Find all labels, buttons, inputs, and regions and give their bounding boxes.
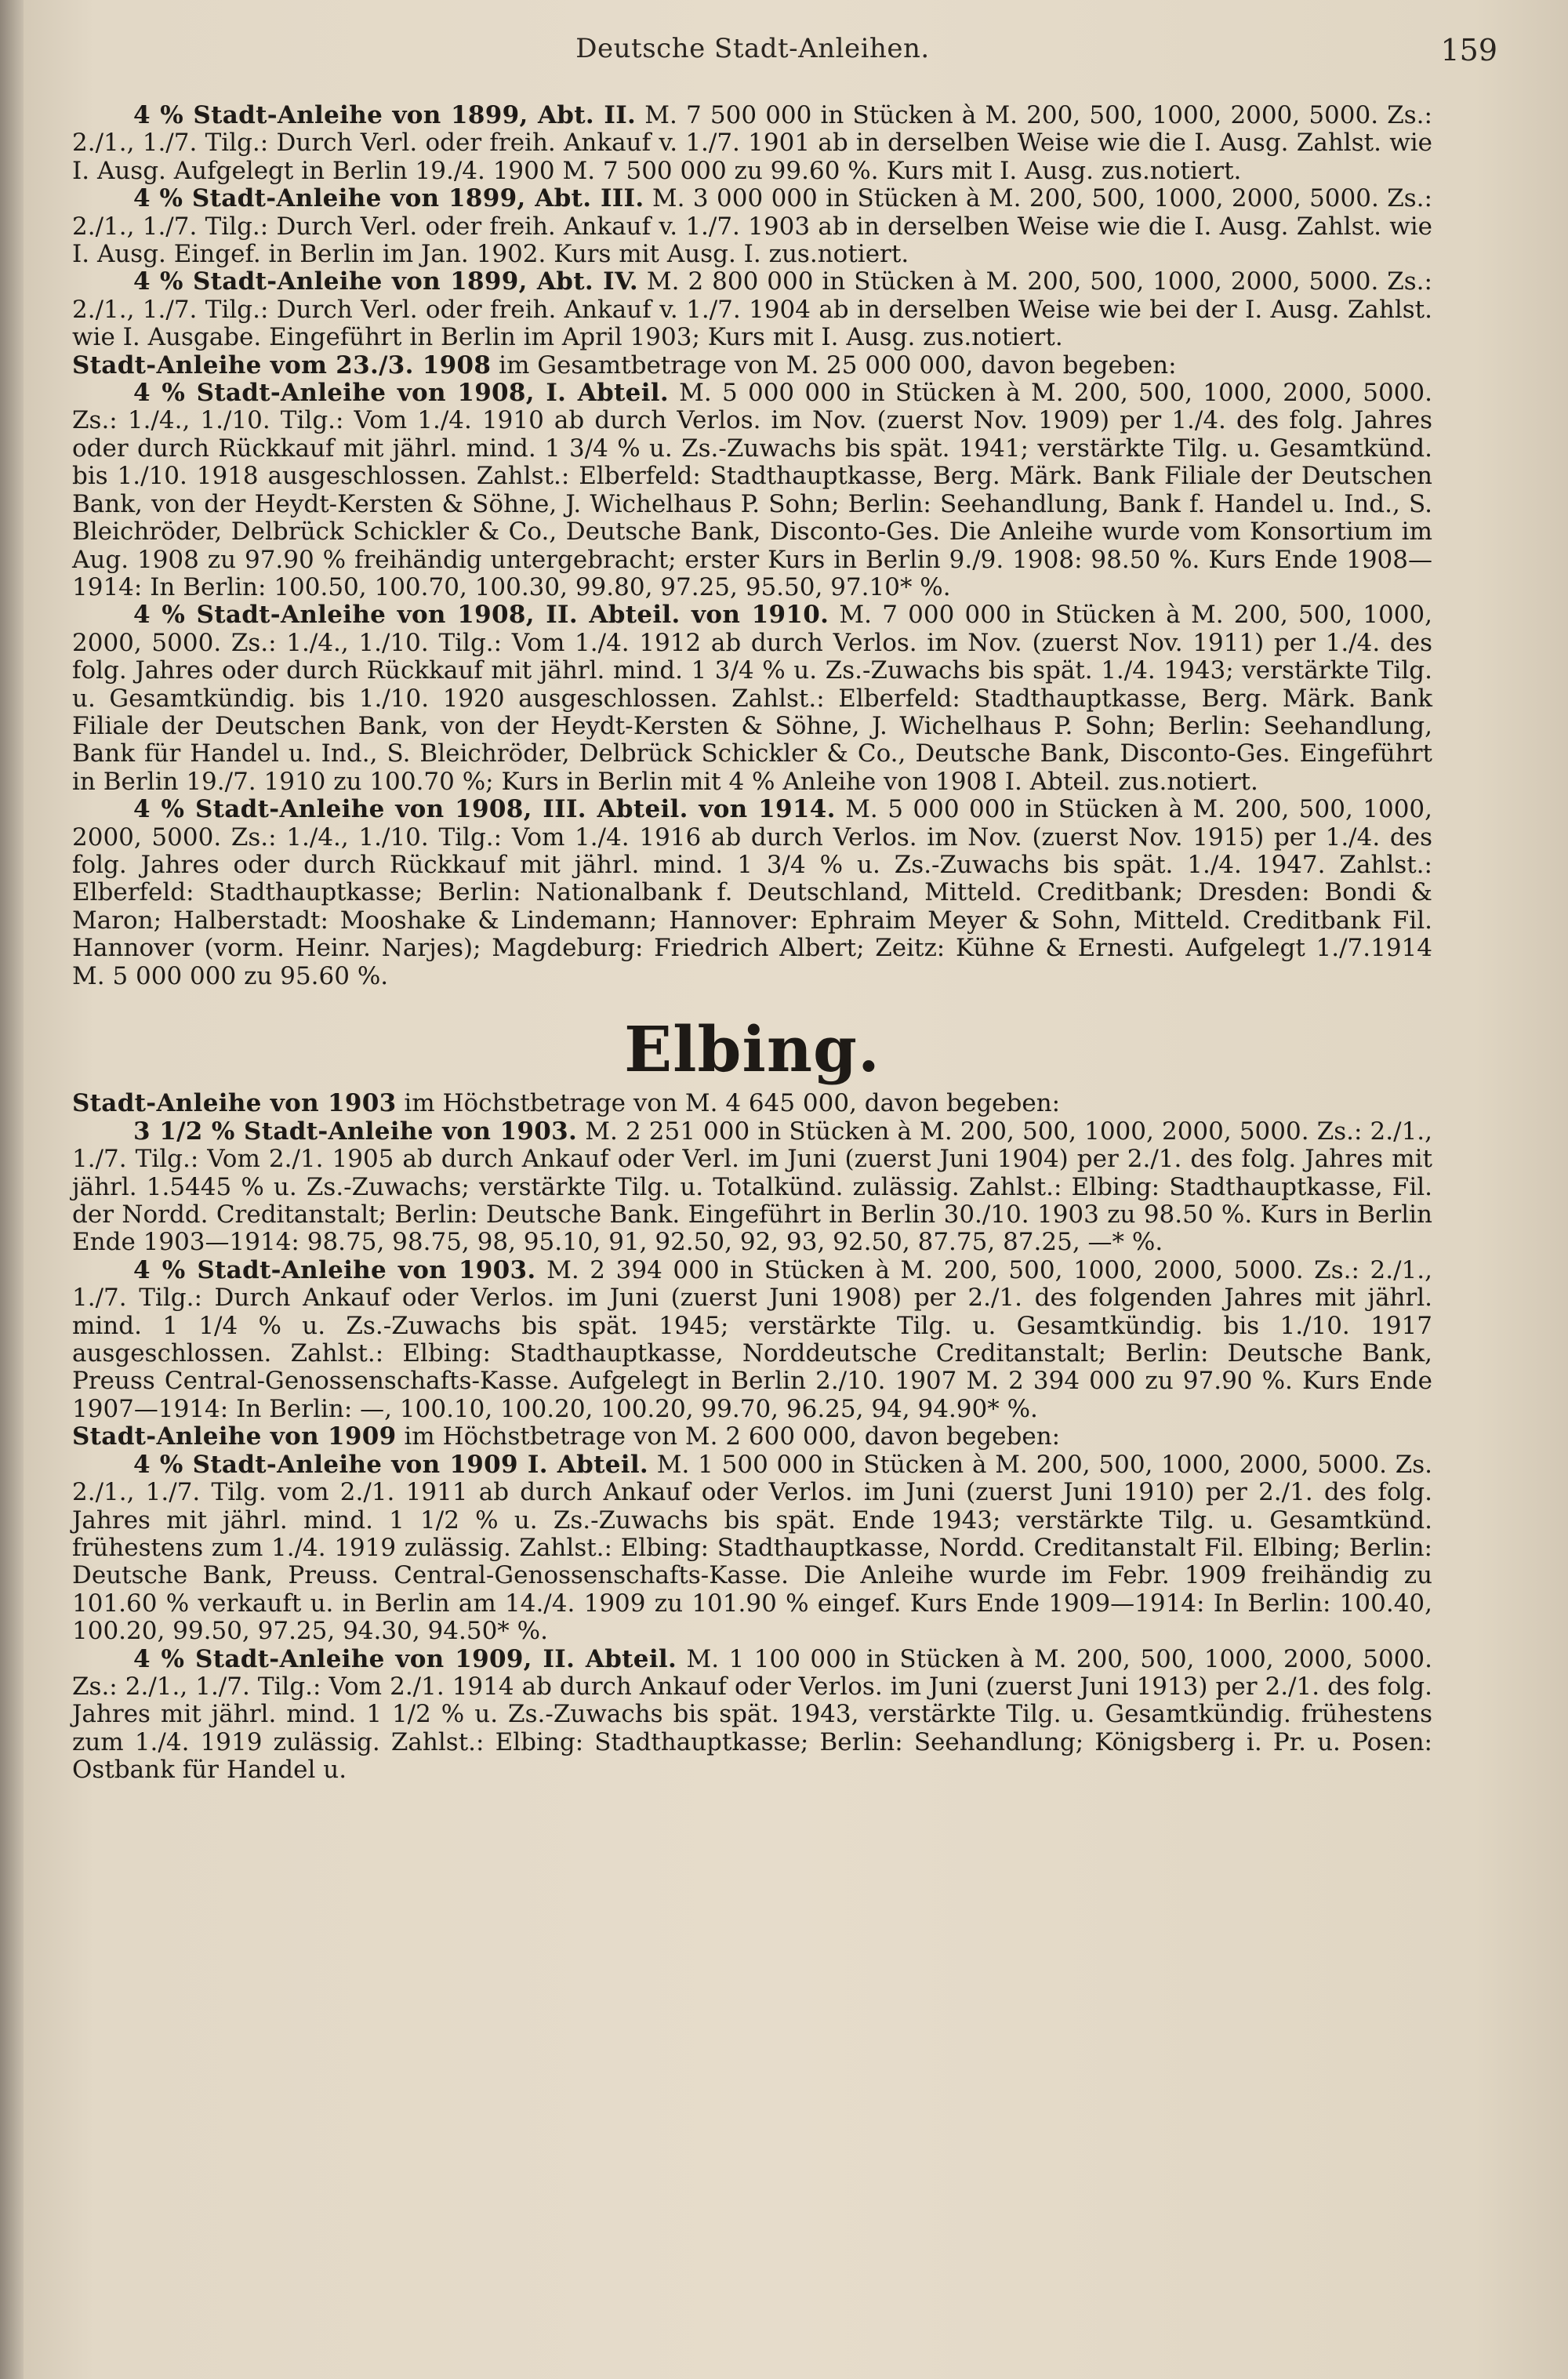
bond-entry-body: M. 2 800 000 in Stücken à M. 200, 500, 1000, 2000, 5000. Zs.: 2./1., 1./7. Tilg.: Durch Verl. oder freih. Ankauf v. 1./7. 1904 ab in derselben Weise wie bei der I. Ausg. Zahlst. wie I. Ausgabe. Eingeführt in Berlin im April 1903; Kurs mit I. Ausg. zus.notiert. [72,267,1432,352]
bond-entry-body: im Höchstbetrage von M. 4 645 000, davon begeben: [396,1089,1061,1118]
bond-entry-lead: 4 % Stadt-Anleihe von 1909 I. Abteil. [133,1450,649,1479]
bond-entry-lead: 3 1/2 % Stadt-Anleihe von 1903. [133,1117,578,1146]
page-number: 159 [1440,33,1497,67]
bond-entry-lead: Stadt-Anleihe von 1903 [72,1089,397,1118]
bond-entry-lead: Stadt-Anleihe vom 23./3. 1908 [72,350,492,380]
bond-entry [72,1118,1432,1257]
bond-entry-body: M. 2 394 000 in Stücken à M. 200, 500, 1000, 2000, 5000. Zs.: 2./1., 1./7. Tilg.: Durch Ankauf oder Verlos. im Juni (zuerst Juni 1908) per 2./1. des folgenden Jahres mit jährl. mind. 1 1/4 % u. Zs.-Zuwachs bis spät. 1945; verstärkte Tilg. u. Gesamtkündig. bis 1./10. 1917 ausgeschlossen. Zahlst.: Elbing: Stadthauptkasse, Norddeutsche Creditanstalt; Berlin: Deutsche Bank, Preuss Central-Genossenschafts-Kasse. Aufgelegt in Berlin 2./10. 1907 M. 2 394 000 zu 97.90 %. Kurs Ende 1907—1914: In Berlin: —, 100.10, 100.20, 100.20, 99.70, 96.25, 94, 94.90* %. [72,1255,1432,1423]
bond-entry-body: M. 7 000 000 in Stücken à M. 200, 500, 1000, 2000, 5000. Zs.: 1./4., 1./10. Tilg.: Vom 1./4. 1912 ab durch Verlos. im Nov. (zuerst Nov. 1911) per 1./4. des folg. Jahres oder durch Rückkauf mit jährl. mind. 1 3/4 % u. Zs.-Zuwachs bis spät. 1./4. 1943; verstärkte Tilg. u. Gesamtkündig. bis 1./10. 1920 ausgeschlossen. Zahlst.: Elberfeld: Stadthauptkasse, Berg. Märk. Bank Filiale der Deutschen Bank, von der Heydt-Kersten & Söhne, J. Wichelhaus P. Sohn; Berlin: Seehandlung, Bank für Handel u. Ind., S. Bleichröder, Delbrück Schickler & Co., Deutsche Bank, Disconto-Ges. Eingeführt in Berlin 19./7. 1910 zu 100.70 %; Kurs in Berlin mit 4 % Anleihe von 1908 I. Abteil. zus.notiert. [72,601,1432,796]
bond-entry [72,352,1432,380]
bond-entry [72,185,1432,268]
bond-entry-body: M. 7 500 000 in Stücken à M. 200, 500, 1000, 2000, 5000. Zs.: 2./1., 1./7. Tilg.: Durch Verl. oder freih. Ankauf v. 1./7. 1901 ab in derselben Weise wie die I. Ausg. Zahlst. wie I. Ausg. Aufgelegt in Berlin 19./4. 1900 M. 7 500 000 zu 99.60 %. Kurs mit I. Ausg. zus.notiert. [72,101,1432,185]
bond-entry-lead: 4 % Stadt-Anleihe von 1899, Abt. II. [133,101,637,129]
bond-entry-body: M. 1 100 000 in Stücken à M. 200, 500, 1000, 2000, 5000. Zs.: 2./1., 1./7. Tilg.: Vom 2./1. 1914 ab durch Ankauf oder Verlos. im Juni (zuerst Juni 1913) per 2./1. des folg. Jahres mit jährl. mind. 1 1/2 % u. Zs.-Zuwachs bis spät. 1943, verstärkte Tilg. u. Gesamtkündig. frühestens zum 1./4. 1919 zulässig. Zahlst.: Elbing: Stadthauptkasse; Berlin: Seehandlung; Königsberg i. Pr. u. Posen: Ostbank für Handel u. [72,1644,1432,1785]
page-body [72,102,1432,1785]
bond-entry [72,1090,1432,1117]
bond-entry [72,102,1432,185]
bond-entry [72,601,1432,796]
bond-entry-body: im Gesamtbetrage von M. 25 000 000, davon begeben: [491,350,1177,380]
bond-entry [72,268,1432,351]
bond-entry-lead: 4 % Stadt-Anleihe von 1908, III. Abteil. von 1914. [133,795,836,824]
bond-entry [72,380,1432,601]
bond-entry-body: M. 5 000 000 in Stücken à M. 200, 500, 1000, 2000, 5000. Zs.: 1./4., 1./10. Tilg.: Vom 1./4. 1916 ab durch Verlos. im Nov. (zuerst Nov. 1915) per 1./4. des folg. Jahres oder durch Rückkauf mit jährl. mind. 1 3/4 % u. Zs.-Zuwachs bis spät. 1./4. 1947. Zahlst.: Elberfeld: Stadthauptkasse; Berlin: Nationalbank f. Deutschland, Mitteld. Creditbank; Dresden: Bondi & Maron; Halberstadt: Mooshake & Lindemann; Hannover: Ephraim Meyer & Sohn, Mitteld. Creditbank Fil. Hannover (vorm. Heinr. Narjes); Magdeburg: Friedrich Albert; Zeitz: Kühne & Ernesti. Aufgelegt 1./7.1914 M. 5 000 000 zu 95.60 %. [72,795,1432,990]
bond-entry-lead: 4 % Stadt-Anleihe von 1903. [133,1255,536,1284]
city-heading: Elbing. [624,1012,880,1086]
bond-entry-body: M. 1 500 000 in Stücken à M. 200, 500, 1000, 2000, 5000. Zs. 2./1., 1./7. Tilg. vom 2./1. 1911 ab durch Ankauf oder Verlos. im Juni (zuerst Juni 1910) per 2./1. des folg. Jahres mit jährl. mind. 1 1/2 % u. Zs.-Zuwachs bis spät. Ende 1943; verstärkte Tilg. u. Gesamtkünd. frühestens zum 1./4. 1919 zulässig. Zahlst.: Elbing: Stadthauptkasse, Nordd. Creditanstalt Fil. Elbing; Berlin: Deutsche Bank, Preuss. Central-Genossenschafts-Kasse. Die Anleihe wurde im Febr. 1909 freihändig zu 101.60 % verkauft u. in Berlin am 14./4. 1909 zu 101.90 % eingef. Kurs Ende 1909—1914: In Berlin: 100.40, 100.20, 99.50, 97.25, 94.30, 94.50* %. [72,1450,1432,1646]
bond-entry-lead: 4 % Stadt-Anleihe von 1908, I. Abteil. [133,379,669,408]
bond-entry [72,1423,1432,1451]
bond-entry-lead: 4 % Stadt-Anleihe von 1908, II. Abteil. von 1910. [133,601,829,630]
bond-entry [72,1451,1432,1646]
bond-entry-body: M. 2 251 000 in Stücken à M. 200, 500, 1000, 2000, 5000. Zs.: 2./1., 1./7. Tilg.: Vom 2./1. 1905 ab durch Ankauf oder Verl. im Juni (zuerst Juni 1904) per 2./1. des folg. Jahres mit jährl. 1.5445 % u. Zs.-Zuwachs; verstärkte Tilg. u. Totalkünd. zulässig. Zahlst.: Elbing: Stadthauptkasse, Fil. der Nordd. Creditanstalt; Berlin: Deutsche Bank. Eingeführt in Berlin 30./10. 1903 zu 98.50 %. Kurs in Berlin Ende 1903—1914: 98.75, 98.75, 98, 95.10, 91, 92.50, 92, 93, 92.50, 87.75, 87.25, —* %. [72,1117,1432,1257]
bond-entry-lead: Stadt-Anleihe von 1909 [72,1422,397,1451]
bond-entry-body: M. 3 000 000 in Stücken à M. 200, 500, 1000, 2000, 5000. Zs.: 2./1., 1./7. Tilg.: Durch Verl. oder freih. Ankauf v. 1./7. 1903 ab in derselben Weise wie die I. Ausg. Zahlst. wie I. Ausg. Eingef. in Berlin im Jan. 1902. Kurs mit Ausg. I. zus.notiert. [72,184,1432,269]
bond-entry-lead: 4 % Stadt-Anleihe von 1899, Abt. III. [133,184,644,213]
bond-entry-body: M. 5 000 000 in Stücken à M. 200, 500, 1000, 2000, 5000. Zs.: 1./4., 1./10. Tilg.: Vom 1./4. 1910 ab durch Verlos. im Nov. (zuerst Nov. 1909) per 1./4. des folg. Jahres oder durch Rückkauf mit jährl. mind. 1 3/4 % u. Zs.-Zuwachs bis spät. 1941; verstärkte Tilg. u. Gesamtkünd. bis 1./10. 1918 ausgeschlossen. Zahlst.: Elberfeld: Stadthauptkasse, Berg. Märk. Bank Filiale der Deutschen Bank, von der Heydt-Kersten & Söhne, J. Wichelhaus P. Sohn; Berlin: Seehandlung, Bank f. Handel u. Ind., S. Bleichröder, Delbrück Schickler & Co., Deutsche Bank, Disconto-Ges. Die Anleihe wurde vom Konsortium im Aug. 1908 zu 97.90 % freihändig untergebracht; erster Kurs in Berlin 9./9. 1908: 98.50 %. Kurs Ende 1908—1914: In Berlin: 100.50, 100.70, 100.30, 99.80, 97.25, 95.50, 97.10* %. [72,379,1432,601]
bond-entry-body: im Höchstbetrage von M. 2 600 000, davon begeben: [396,1422,1061,1451]
bond-entry [72,1646,1432,1785]
bond-entry-lead: 4 % Stadt-Anleihe von 1909, II. Abteil. [133,1644,677,1673]
bond-entry [72,796,1432,990]
bond-entry [72,1257,1432,1423]
running-head [71,33,1497,72]
running-title: Deutsche Stadt-Anleihen. [575,33,930,64]
gutter-shadow [0,0,24,2379]
bond-entry-lead: 4 % Stadt-Anleihe von 1899, Abt. IV. [133,267,638,296]
